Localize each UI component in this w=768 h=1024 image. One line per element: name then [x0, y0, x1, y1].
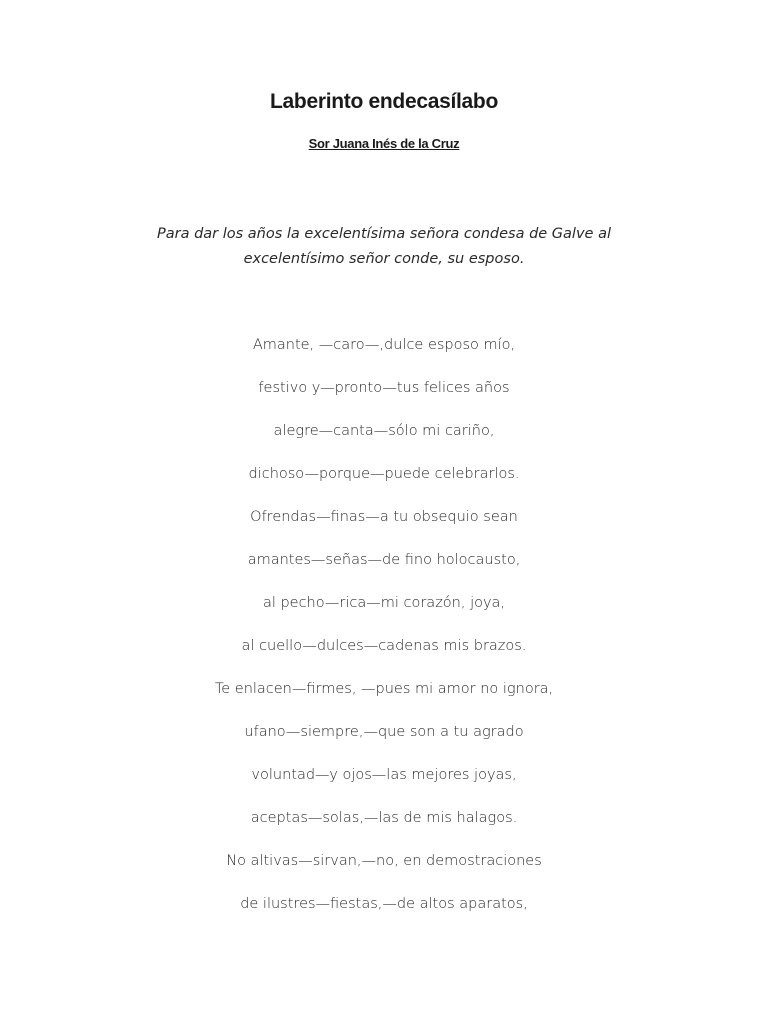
verse-line: dichoso—porque—puede celebrarlos.	[248, 466, 520, 482]
verse-line: Amante, —caro—,dulce esposo mío,	[252, 337, 516, 353]
verse-line: voluntad—y ojos—las mejores joyas,	[251, 767, 517, 783]
verse-line: amantes—señas—de fino holocausto,	[247, 552, 521, 568]
verse-line: ufano—siempre,—que son a tu agrado	[244, 724, 524, 740]
verse-line: de ilustres—fiestas,—de altos aparatos,	[240, 896, 528, 912]
poem-dedication: Para dar los años la excelentísima señora condesa de Galve al excelentísimo señor conde, su esposo.	[156, 226, 611, 267]
verse-line: al pecho—rica—mi corazón, joya,	[262, 595, 506, 611]
author-name: Sor Juana Inés de la Cruz	[308, 136, 460, 151]
poem-author	[0, 136, 768, 151]
poem-title: Laberinto endecasílabo	[270, 90, 498, 113]
verse-line: alegre—canta—sólo mi cariño,	[273, 423, 495, 439]
verse-list	[0, 334, 768, 936]
verse-line: No altivas—sirvan,—no, en demostraciones	[226, 853, 542, 869]
verse-line: Te enlacen—firmes, —pues mi amor no ignora,	[214, 681, 554, 697]
verse-line: al cuello—dulces—cadenas mis brazos.	[241, 638, 527, 654]
verse-line: aceptas—solas,—las de mis halagos.	[250, 810, 518, 826]
verse-line: Ofrendas—finas—a tu obsequio sean	[250, 509, 518, 525]
verse-line: festivo y—pronto—tus felices años	[258, 380, 510, 396]
